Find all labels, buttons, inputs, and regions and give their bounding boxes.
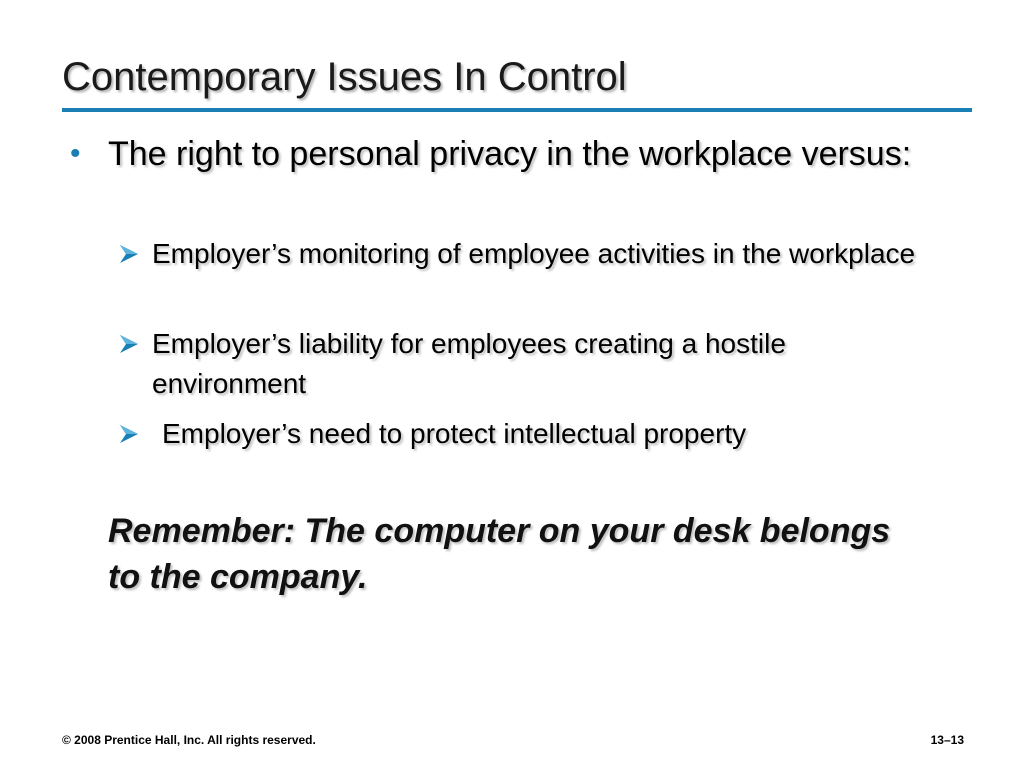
page-number: 13–13 bbox=[930, 733, 964, 747]
sub-bullet-2 bbox=[118, 324, 938, 404]
dot-bullet-icon: • bbox=[70, 137, 81, 170]
main-bullet bbox=[70, 133, 970, 175]
arrow-bullet-icon bbox=[118, 423, 140, 445]
sub-bullet-text: Employer’s liability for employees creating a hostile environment bbox=[152, 328, 786, 399]
remember-note: Remember: The computer on your desk belongs to the company. bbox=[108, 512, 891, 596]
arrow-bullet-icon bbox=[118, 243, 140, 265]
main-bullet-text: The right to personal privacy in the workplace versus: bbox=[108, 135, 912, 173]
sub-bullet-text: Employer’s need to protect intellectual property bbox=[162, 418, 747, 449]
copyright-footer: © 2008 Prentice Hall, Inc. All rights reserved. bbox=[62, 733, 316, 747]
title-divider bbox=[62, 108, 972, 112]
arrow-bullet-icon bbox=[118, 333, 140, 355]
sub-bullet-text: Employer’s monitoring of employee activities in the workplace bbox=[152, 238, 916, 269]
sub-bullet-3 bbox=[118, 414, 938, 454]
slide-title: Contemporary Issues In Control bbox=[62, 55, 627, 99]
sub-bullet-1 bbox=[118, 234, 938, 274]
